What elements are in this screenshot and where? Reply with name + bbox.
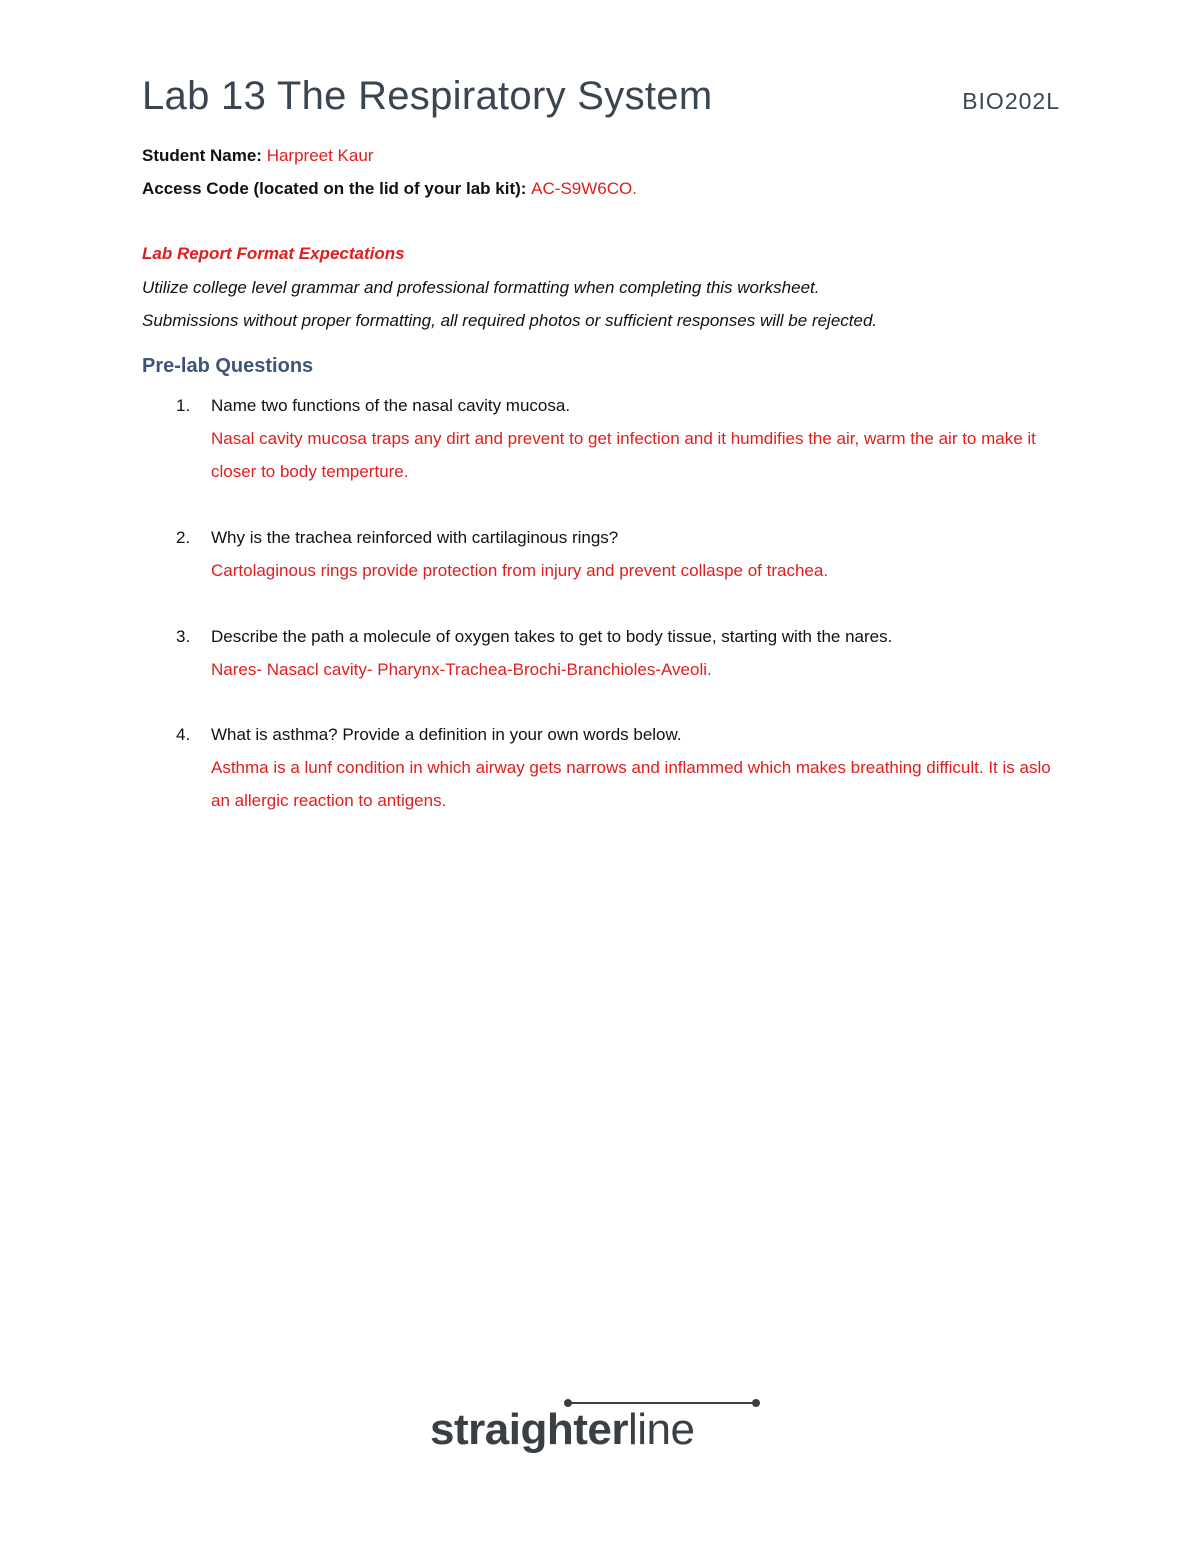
logo-dot-right — [752, 1399, 760, 1407]
question-number: 1. — [176, 396, 191, 415]
expectations-title: Lab Report Format Expectations — [142, 244, 405, 263]
student-name-label: Student Name: — [142, 146, 267, 165]
expectations-line-2: Submissions without proper formatting, all required photos or sufficient responses will be rejected. — [142, 311, 878, 330]
access-code-label: Access Code (located on the lid of your lab kit): — [142, 179, 532, 198]
logo-wordmark — [430, 1404, 694, 1456]
page-title: Lab 13 The Respiratory System — [142, 74, 713, 118]
question-text: Name two functions of the nasal cavity mucosa. — [211, 396, 571, 415]
question-number: 3. — [176, 627, 191, 646]
document-header — [142, 72, 1060, 122]
question-text: Why is the trachea reinforced with cartilaginous rings? — [211, 528, 619, 547]
logo-wordmark-light: line — [627, 1405, 695, 1454]
question-answer: Cartolaginous rings provide protection from injury and prevent collaspe of trachea. — [211, 561, 829, 580]
student-name-value: Harpreet Kaur — [266, 146, 374, 165]
access-code-line — [142, 177, 637, 201]
question-answer: Nasal cavity mucosa traps any dirt and prevent to get infection and it humdifies the air, warm the air to make it closer to body temperture. — [211, 429, 1036, 481]
question-answer: Asthma is a lunf condition in which airway gets narrows and inflammed which makes breathing difficult. It is aslo an allergic reaction to antigens. — [211, 758, 1051, 810]
prelab-heading: Pre-lab Questions — [142, 355, 314, 377]
straighterline-logo — [430, 1396, 760, 1460]
expectations-line-1: Utilize college level grammar and professional formatting when completing this worksheet. — [142, 278, 820, 297]
question-answer: Nares- Nasacl cavity- Pharynx-Trachea-Brochi-Branchioles-Aveoli. — [211, 660, 712, 679]
question-text: What is asthma? Provide a definition in your own words below. — [211, 725, 682, 744]
access-code-value: AC-S9W6CO. — [531, 179, 637, 198]
question-number: 4. — [176, 725, 191, 744]
question-text: Describe the path a molecule of oxygen takes to get to body tissue, starting with the nares. — [211, 627, 893, 646]
student-name-line — [142, 144, 373, 168]
question-number: 2. — [176, 528, 191, 547]
course-code: BIO202L — [962, 88, 1060, 114]
logo-wordmark-bold: straighter — [430, 1405, 628, 1454]
